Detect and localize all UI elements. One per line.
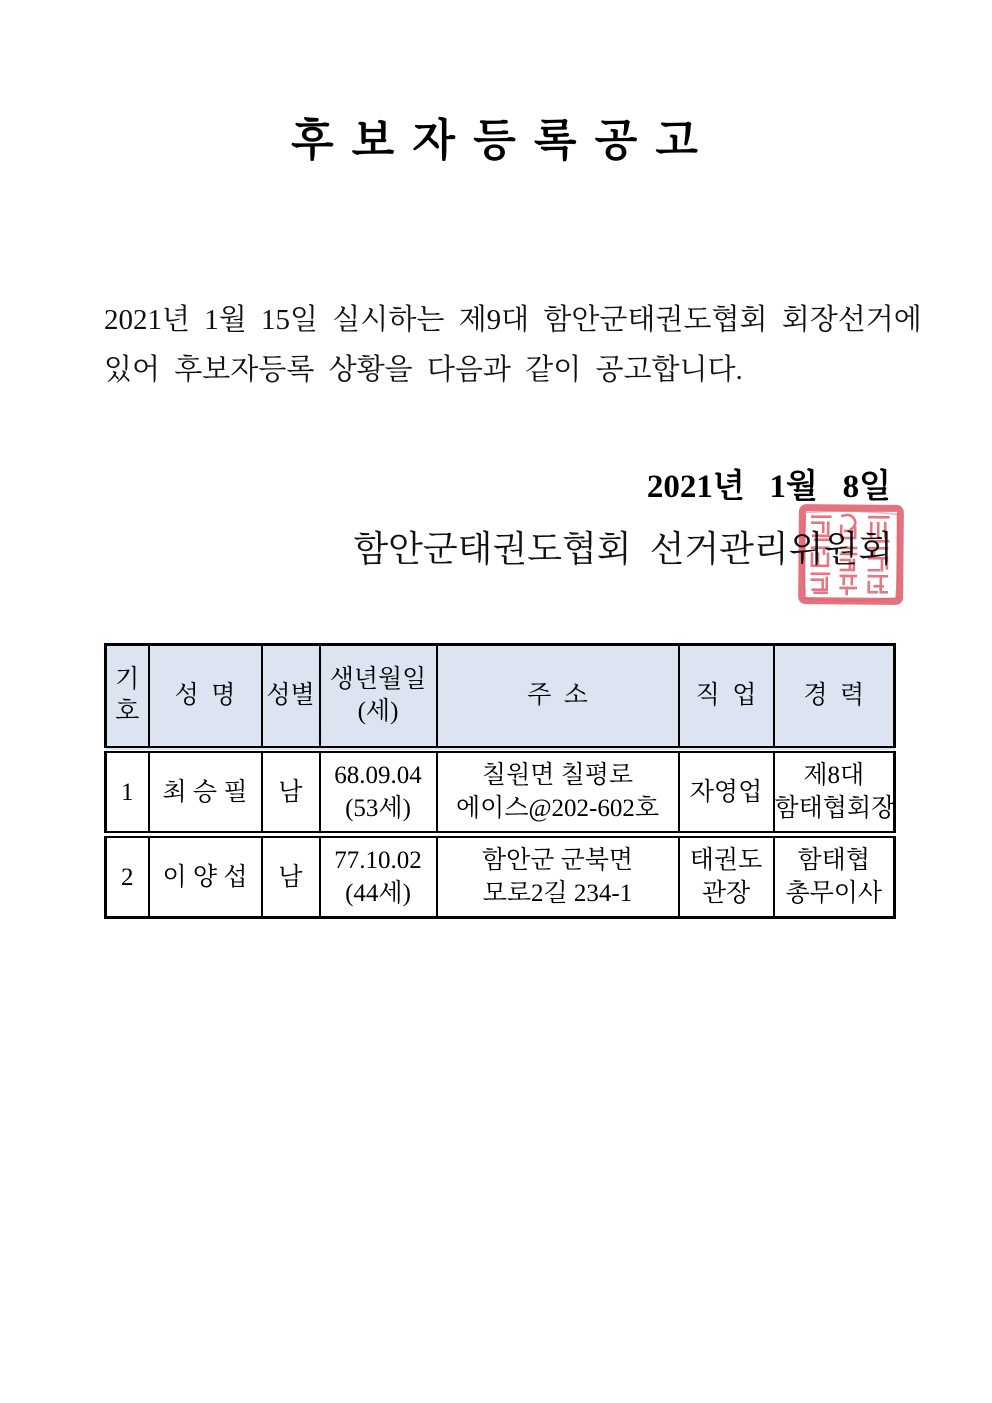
col-header-gender: 성별 [262,645,320,750]
cell-number: 1 [106,750,149,835]
cell-address: 칠원면 칠평로 에이스@202-602호 [437,750,679,835]
issuing-organization: 함안군태권도협회 선거관리위원회 [353,529,893,569]
cell-job: 태권도 관장 [679,835,774,918]
cell-job: 자영업 [679,750,774,835]
cell-name: 이 양 섭 [149,835,262,918]
table-row [106,835,895,918]
cell-number: 2 [106,835,149,918]
col-header-job: 직 업 [679,645,774,750]
notice-body-line: 2021년 1월 15일 실시하는 제9대 함안군태권도협회 회장선거에 [104,304,922,336]
table-header [106,645,895,750]
cell-birthdate: 77.10.02 (44세) [320,835,437,918]
notice-body [104,295,922,395]
candidates-table [104,643,896,919]
cell-birthdate: 68.09.04 (53세) [320,750,437,835]
cell-career: 함태협 총무이사 [774,835,895,918]
cell-address: 함안군 군북면 모로2길 234-1 [437,835,679,918]
cell-gender: 남 [262,750,320,835]
table-row [106,750,895,835]
col-header-career: 경 력 [774,645,895,750]
col-header-name: 성 명 [149,645,262,750]
issue-date: 2021년 1월 8일 [646,469,891,505]
col-header-address: 주 소 [437,645,679,750]
page-title: 후 보 자 등 록 공 고 [291,116,701,165]
cell-name: 최 승 필 [149,750,262,835]
seal-icon [797,504,906,607]
official-seal-stamp [797,504,906,607]
col-header-number: 기 호 [106,645,149,750]
notice-body-line: 있어 후보자등록 상황을 다음과 같이 공고합니다. [104,354,743,386]
cell-career: 제8대 함태협회장 [774,750,895,835]
cell-gender: 남 [262,835,320,918]
col-header-birthdate: 생년월일 (세) [320,645,437,750]
